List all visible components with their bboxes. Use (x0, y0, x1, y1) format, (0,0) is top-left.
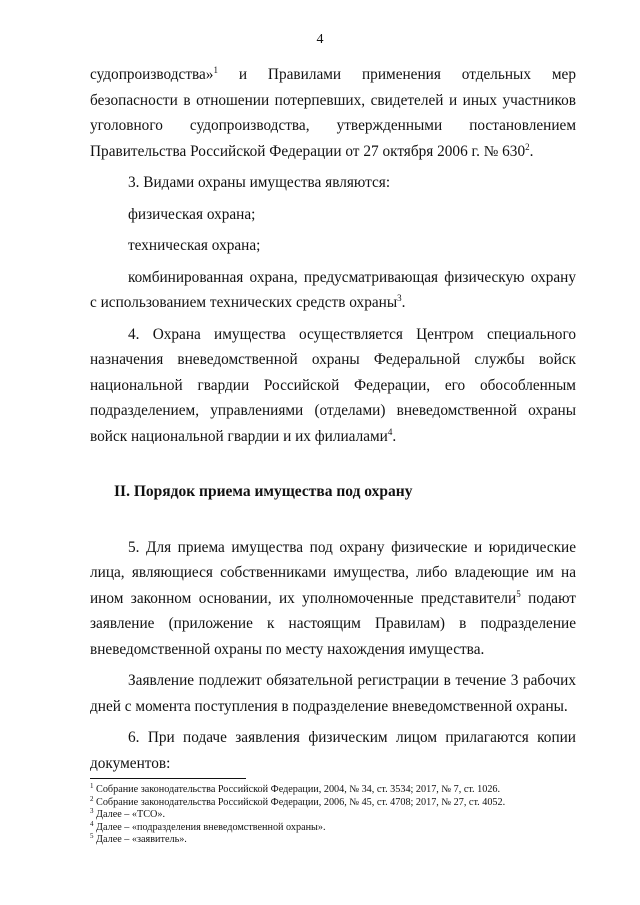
paragraph-6: 6. При подаче заявления физическим лицом прилагаются копии документов: (90, 729, 576, 772)
text-fragment: комбинированная охрана, предусматривающая физическую охрану с использованием технических средств охраны (90, 268, 576, 311)
footnote-number: 1 (90, 782, 94, 790)
footnote-item (90, 834, 576, 847)
text-fragment: . (529, 142, 534, 160)
footnote-number: 5 (90, 832, 94, 841)
page-number: 4 (316, 32, 324, 47)
section-heading: II. Порядок приема имущества под охрану (114, 483, 413, 500)
list-item-technical: техническая охрана; (128, 237, 261, 254)
footnotes (90, 784, 576, 847)
document-body (90, 62, 576, 776)
footnote-ref: 3 (397, 293, 402, 303)
footnote-text: Далее – «подразделения вневедомственной охраны». (93, 821, 326, 833)
paragraph-5-registration: Заявление подлежит обязательной регистрации в течение 3 рабочих дней с момента поступления в подразделение вневедомственной охраны. (90, 672, 576, 715)
footnote-number: 4 (90, 819, 94, 828)
text-fragment: 4. Охрана имущества осуществляется Центром специального назначения вневедомственной охраны Федеральной службы войск национальной гвардии Российской Федерации, его обособленным подразделением, управлениями (отделами) вневедомственной охраны войск национальной гвардии и их филиалами (90, 325, 576, 445)
footnote-ref: 5 (516, 588, 521, 599)
footnote-text: Собрание законодательства Российской Федерации, 2006, № 45, ст. 4708; 2017, № 27, ст. 4052. (93, 796, 506, 808)
footnote-item (90, 819, 576, 835)
footnote-item (90, 809, 576, 822)
footnote-number: 2 (90, 794, 94, 803)
text-fragment: судопроизводства» (90, 66, 214, 83)
footnote-item (90, 794, 576, 810)
paragraph-4: 4. Охрана имущества осуществляется Центром специального назначения вневедомственной охраны Федеральной службы войск национальной гвардии Российской Федерации, его обособленным подразделением, управлениями (отделами) вневедомственной охраны войск национальной гвардии и их филиалами$^4$. (90, 325, 576, 445)
footnote-number: 3 (90, 807, 94, 816)
paragraph-continuation (90, 62, 576, 164)
text-fragment: и Правилами применения отдельных мер безопасности в отношении потерпевших, свидетелей и иных участников уголовного судопроизводства, утвержденными постановлением Правительства Российской Федерации от 27 октября 2006 г. № 630 (90, 66, 576, 160)
paragraph-3-intro: 3. Видами охраны имущества являются: (128, 174, 391, 191)
footnote-text: Собрание законодательства Российской Федерации, 2004, № 34, ст. 3534; 2017, № 7, ст. 1026. (93, 784, 501, 795)
paragraph-5 (90, 535, 576, 663)
footnote-ref: 1 (213, 65, 218, 75)
list-item-physical: физическая охрана; (128, 205, 256, 223)
footnote-divider (90, 778, 246, 779)
footnote-text: Далее – «заявитель». (93, 834, 187, 846)
footnote-ref: 2 (525, 141, 530, 152)
footnote-text: Далее – «ТСО». (93, 809, 166, 821)
footnote-ref: 4 (387, 426, 393, 437)
footnote-item (90, 784, 576, 797)
text-fragment: 5. Для приема имущества под охрану физические и юридические лица, являющиеся собственниками имущества, либо владеющие им на ином законном основании, их уполномоченные представители (90, 538, 576, 607)
list-item-combined: комбинированная охрана, предусматривающая физическую охрану с использованием технических средств охраны$^3$. (90, 268, 576, 311)
text-fragment: подают заявление (приложение к настоящим Правилам) в подразделение вневедомственной охраны по месту нахождения имущества. (90, 589, 576, 658)
